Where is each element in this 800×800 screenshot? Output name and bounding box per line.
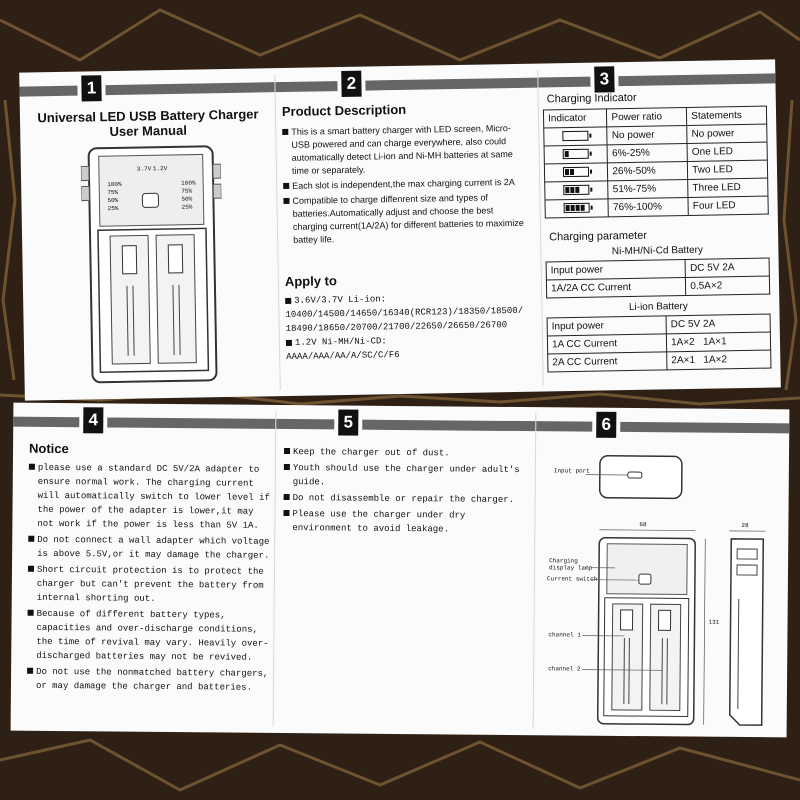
notice-item: Do not use the nonmatched battery chargers, or may damage the charger and batteries. <box>27 665 271 695</box>
percent-label: 100% <box>181 179 196 187</box>
charger-dimension-diagram <box>534 407 790 737</box>
power-ratio: No power <box>607 125 687 144</box>
charging-indicator-table <box>543 106 769 219</box>
liion-table <box>547 314 772 373</box>
depth-dimension: 28 <box>741 521 749 530</box>
width-dimension: 68 <box>639 521 647 529</box>
table-header: Statements <box>687 106 767 125</box>
product-description-list <box>282 122 530 249</box>
mode-label-ni: 1.2V <box>152 165 168 173</box>
apply-li-label: 3.6V/3.7V Li-ion: <box>294 294 387 306</box>
charging-parameter-heading: Charging parameter <box>549 229 648 244</box>
input-port-label: Input port <box>553 467 590 475</box>
param-label: Input power <box>546 260 686 280</box>
apply-li-sizes: 10400/14500/14650/16340(RCR123)/18350/18500/ 18490/18650/20700/21700/22650/26650/26700 <box>285 305 524 335</box>
panel-header-bar <box>13 417 79 428</box>
panel-number: 1 <box>81 75 101 101</box>
percent-label: 75% <box>107 188 119 197</box>
panel-number: 5 <box>338 409 358 435</box>
panel-2 <box>275 64 543 397</box>
left-percent-labels <box>107 181 122 213</box>
charging-display-lamp-label: Charging display lamp <box>548 557 593 572</box>
panel-3 <box>538 59 781 391</box>
nimh-heading: Ni-MH/Ni-Cd Battery <box>611 244 704 258</box>
notice-heading: Notice <box>28 440 69 457</box>
panel-5 <box>274 405 536 735</box>
param-label: 1A CC Current <box>547 334 666 354</box>
percent-label: 25% <box>107 204 119 213</box>
panel-header-bar <box>362 420 535 432</box>
table-row <box>546 276 769 298</box>
notice-item: Because of different battery types, capacities and over-discharge conditions, the time of revival may vary. Heavily over-discharged batteries may not be revived. <box>27 607 271 665</box>
panel-header-bar <box>365 78 537 91</box>
percent-label: 50% <box>181 195 193 203</box>
table-header: Indicator <box>543 109 607 128</box>
current-switch-label: Current switch <box>546 575 598 583</box>
power-ratio: 51%-75% <box>608 179 688 198</box>
panel-header-bar <box>276 419 334 430</box>
notice-item: Do not connect a wall adapter which voltage is above 5.5V,or it may damage the charger. <box>28 533 272 563</box>
safety-item: Do not disassemble or repair the charger. <box>284 491 528 507</box>
description-item: This is a smart battery charger with LED screen, Micro-USB powered and can charge everywhere, also could automatically detect Li-ion and Ni-MH batteries at same time or separately. <box>282 122 529 178</box>
charging-indicator-heading: Charging Indicator <box>546 91 637 106</box>
panel-number: 4 <box>83 407 103 433</box>
manual-title-line1: Universal LED USB Battery Charger <box>37 106 259 126</box>
panel-number: 3 <box>594 66 614 92</box>
notice-item: Short circuit protection is to protect the charger but can't prevent the battery from internal shorting out. <box>28 563 272 607</box>
panel-header-bar <box>107 417 275 428</box>
panel-4 <box>11 403 276 733</box>
statement: Two LED <box>688 160 768 179</box>
manual-top-sheet <box>19 59 781 400</box>
safety-list <box>283 445 528 539</box>
param-value: 0.5A×2 <box>686 276 770 295</box>
battery-icon-three-bars <box>563 185 589 195</box>
safety-item: Please use the charger under dry environment to avoid leakage. <box>283 507 527 537</box>
statement: One LED <box>687 142 767 161</box>
statement: No power <box>687 124 767 143</box>
panel-1 <box>19 68 280 400</box>
statement: Four LED <box>688 196 768 215</box>
battery-icon-four-bars <box>564 203 590 213</box>
battery-icon-empty <box>563 131 589 141</box>
table-row <box>548 350 771 372</box>
percent-label: 75% <box>181 187 193 195</box>
param-value: 1A×2 1A×1 <box>666 332 770 352</box>
statement: Three LED <box>688 178 768 197</box>
description-item: Compatible to charge diffenrent size and types of batteries.Automatically adjust and choose the best charging current(1A/2A) for different batteries to maximize battey life. <box>283 191 530 247</box>
safety-item: Youth should use the charger under adult's guide. <box>284 461 528 491</box>
panel-header-bar <box>618 73 775 86</box>
manual-title-line2: User Manual <box>109 122 188 140</box>
manual-title <box>28 106 268 140</box>
mode-label-li: 3.7V <box>136 165 152 173</box>
bullet <box>285 298 291 304</box>
panel-header-bar <box>19 86 77 97</box>
right-percent-labels <box>181 180 196 212</box>
apply-to-heading: Apply to <box>284 273 338 290</box>
apply-to-list <box>285 290 536 364</box>
safety-item: Keep the charger out of dust. <box>284 445 528 461</box>
param-label: 1A/2A CC Current <box>546 278 686 298</box>
description-item: Each slot is independent,the max charging current is 2A <box>283 176 529 193</box>
table-row <box>545 196 768 218</box>
battery-icon-one-bar <box>563 149 589 159</box>
charger-illustration <box>80 144 224 386</box>
manual-bottom-sheet <box>11 403 790 738</box>
panel-6 <box>534 407 790 737</box>
nimh-table <box>546 258 771 299</box>
param-label: Input power <box>547 316 666 336</box>
panel-header-bar <box>105 82 274 95</box>
power-ratio: 6%-25% <box>607 143 687 162</box>
param-value: DC 5V 2A <box>666 314 770 334</box>
panel-number: 2 <box>341 71 361 97</box>
power-ratio: 26%-50% <box>608 161 688 180</box>
apply-ni-label: 1.2V Ni-MH/Ni-CD: <box>294 336 387 348</box>
notice-list <box>27 461 273 697</box>
panel-number: 6 <box>596 412 616 438</box>
param-value: 2A×1 1A×2 <box>667 350 771 370</box>
percent-label: 50% <box>107 196 119 205</box>
liion-heading: Li-ion Battery <box>628 300 688 314</box>
table-header: Power ratio <box>607 107 687 126</box>
percent-label: 25% <box>181 203 193 211</box>
product-description-heading: Product Description <box>281 101 407 120</box>
panel-header-bar <box>538 77 590 88</box>
apply-ni-sizes: AAAA/AAA/AA/A/SC/C/F6 <box>286 350 400 363</box>
panel-header-bar <box>275 81 337 92</box>
param-label: 2A CC Current <box>548 352 667 372</box>
height-dimension: 131 <box>708 618 720 626</box>
param-value: DC 5V 2A <box>685 258 769 277</box>
channel-2-label: channel 2 <box>548 665 581 673</box>
power-ratio: 76%-100% <box>608 197 688 216</box>
percent-label: 100% <box>107 180 122 189</box>
battery-icon-two-bars <box>563 167 589 177</box>
notice-item: please use a standard DC 5V/2A adapter to ensure normal work. The charging current will automatically switch to lower level if the power of the adapter is lower,it may not work if the power is less than 5V 1A. <box>28 461 273 533</box>
channel-1-label: channel 1 <box>548 631 581 639</box>
bullet <box>286 340 292 346</box>
